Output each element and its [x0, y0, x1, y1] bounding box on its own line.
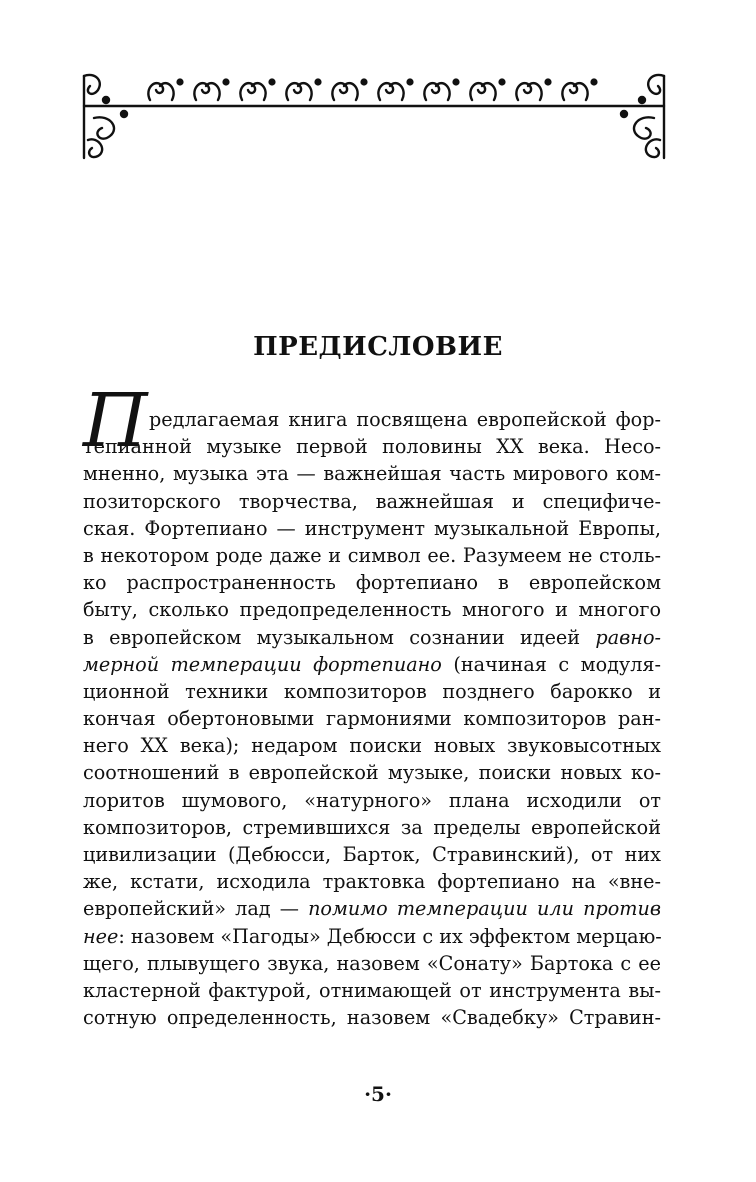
text-line — [83, 895, 661, 922]
text-run: ская. Фортепиано — инструмент музыкальной Европы, — [83, 516, 661, 540]
text-line — [83, 515, 661, 542]
italic-text: нее — [83, 924, 119, 948]
text-run: соотношений в европейской музыке, поиски новых ко- — [83, 761, 661, 785]
text-run: ционной техники композиторов позднего барокко и — [83, 679, 661, 703]
text-line — [83, 814, 661, 841]
body-paragraph — [83, 378, 662, 1031]
text-line — [83, 651, 661, 678]
text-run: кластерной фактурой, отнимающей от инструмента вы- — [83, 978, 661, 1002]
text-line — [83, 596, 661, 623]
text-run: (начиная с модуля- — [441, 652, 661, 676]
text-line — [83, 433, 661, 460]
text-run: редлагаемая книга посвящена европейской фор- — [149, 408, 661, 431]
text-run: композиторов, стремившихся за пределы европейской — [83, 815, 661, 839]
text-run: быту, сколько предопределенность многого и многого — [83, 598, 661, 622]
text-line — [83, 841, 661, 868]
text-run: кончая обертоновыми гармониями композиторов ран- — [83, 707, 661, 731]
text-run: сотную определенность, назовем «Свадебку» Стравин- — [83, 1006, 661, 1030]
decorative-header-ornament — [80, 70, 668, 162]
text-line — [83, 977, 661, 1004]
text-line — [83, 868, 661, 895]
text-line — [83, 460, 661, 487]
text-run: позиторского творчества, важнейшая и специфиче- — [83, 489, 661, 513]
italic-text: равно- — [595, 625, 661, 649]
text-run: лоритов шумового, «натурного» плана исходили от — [83, 788, 661, 812]
drop-cap: П — [83, 378, 148, 464]
text-line — [83, 569, 661, 596]
text-line — [83, 705, 661, 732]
text-line — [83, 624, 661, 651]
italic-text: помимо темперации или против — [308, 897, 661, 921]
text-run: в некотором роде даже и символ ее. Разумеем не столь- — [83, 543, 661, 567]
text-run: ко распространенность фортепиано в европейском — [83, 571, 661, 595]
text-run: него XX века); недаром поиски новых звуковысотных — [83, 734, 661, 758]
text-run: же, кстати, исходила трактовка фортепиано на «вне- — [83, 870, 661, 894]
text-line — [83, 542, 661, 569]
text-line — [83, 678, 661, 705]
italic-text: мерной темперации фортепиано — [83, 652, 442, 676]
text-run: европейский» лад — — [83, 897, 309, 921]
text-run: мненно, музыка эта — важнейшая часть мирового ком- — [83, 462, 661, 486]
text-run: в европейском музыкальном сознании идеей — [83, 625, 596, 649]
text-line — [83, 950, 661, 977]
text-line — [83, 732, 661, 759]
text-line — [83, 488, 661, 515]
text-line — [83, 923, 661, 950]
chapter-title: ПРЕДИСЛОВИЕ — [253, 332, 503, 362]
text-run: : назовем «Пагоды» Дебюсси с их эффектом мерцаю- — [118, 924, 662, 948]
text-line — [83, 1004, 661, 1031]
text-run: тепианной музыке первой половины XX века. Несо- — [83, 435, 661, 459]
text-line — [83, 759, 661, 786]
text-run: цивилизации (Дебюсси, Барток, Стравинский), от них — [83, 843, 661, 866]
text-line — [83, 787, 661, 814]
page-number: ·5· — [364, 1082, 392, 1106]
text-run: щего, плывущего звука, назовем «Сонату» Бартока с ее — [83, 951, 661, 975]
